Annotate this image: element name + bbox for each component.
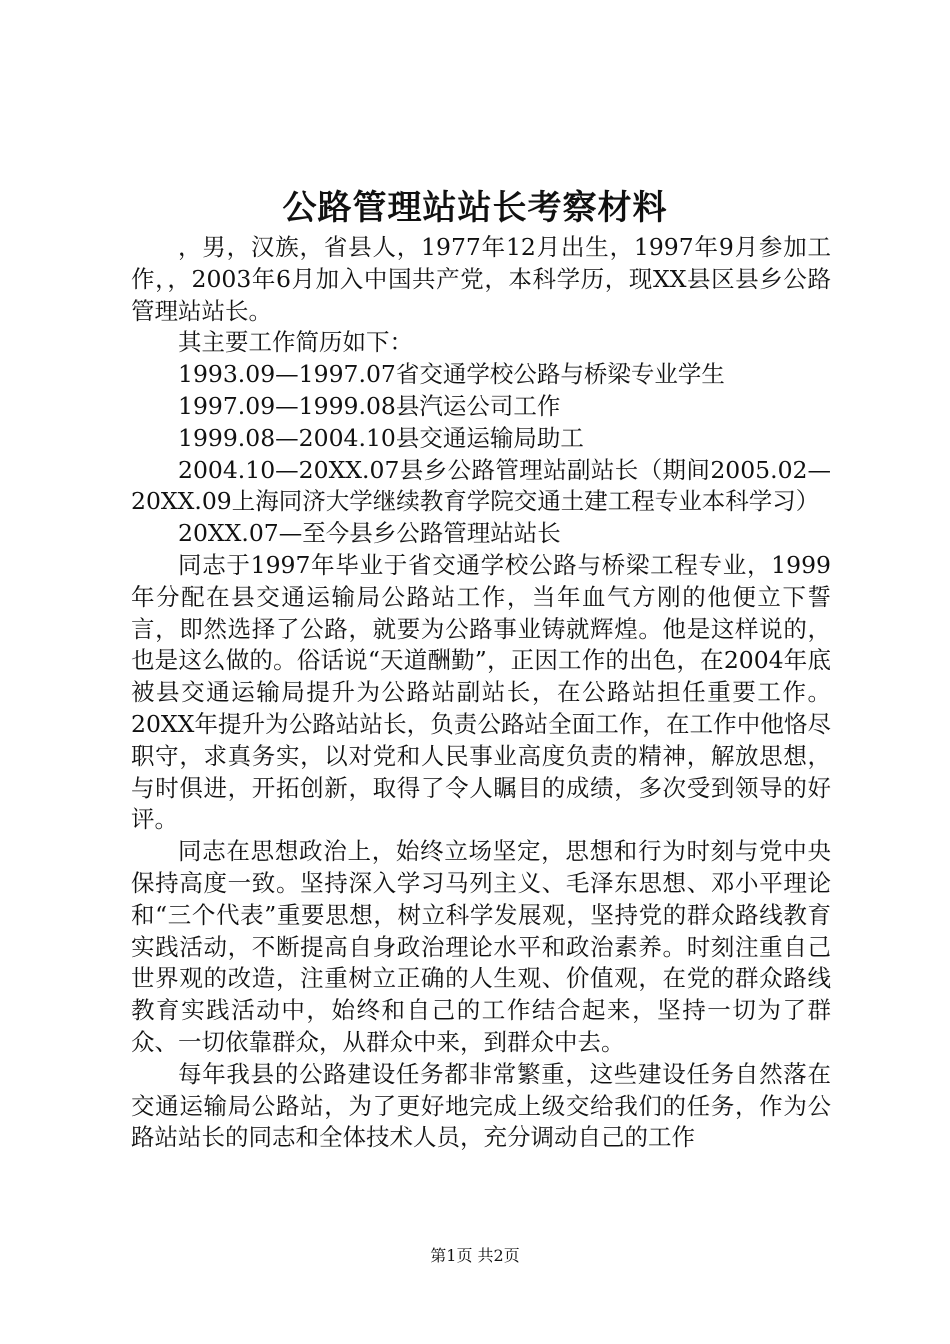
resume-entry: 1997.09—1999.08县汽运公司工作 [178,391,561,420]
paragraph-political: 同志在思想政治上，始终立场坚定，思想和行为时刻与党中央保持高度一致。坚持深入学习马列主义、毛泽东思想、邓小平理论和“三个代表”重要思想，树立科学发展观，坚持党的群众路线教育实践活动，不断提高自身政治理论水平和政治素养。时刻注重自己世界观的改造，注重树立正确的人生观、价值观，在党的群众路线教育实践活动中，始终和自己的工作结合起来，坚持一切为了群众、一切依靠群众，从群众中来，到群众中去。 [131,837,831,1056]
paragraph-career: 同志于1997年毕业于省交通学校公路与桥梁工程专业，1999年分配在县交通运输局公路站工作，当年血气方刚的他便立下誓言，即然选择了公路，就要为公路事业铸就辉煌。他是这样说的，也是这么做的。俗话说“天道酬勤”，正因工作的出色，在2004年底被县交通运输局提升为公路站副站长，在公路站担任重要工作。20XX年提升为公路站站长，负责公路站全面工作，在工作中他恪尽职守，求真务实，以对党和人民事业高度负责的精神，解放思想，与时俱进，开拓创新，取得了令人瞩目的成绩，多次受到领导的好评。 [131,550,831,834]
resume-entry: 1999.08—2004.10县交通运输局助工 [178,423,584,452]
page-footer: 第1页 共2页 [430,1246,520,1265]
paragraph-resume-heading: 其主要工作简历如下： [178,328,413,357]
resume-entry: 2004.10—20XX.07县乡公路管理站副站长（期间2005.02—20XX.09上海同济大学继续教育学院交通土建工程专业本科学习） [131,455,831,516]
document-body [131,232,831,1154]
paragraph-construction: 每年我县的公路建设任务都非常繁重，这些建设任务自然落在交通运输局公路站，为了更好地完成上级交给我们的任务，作为公路站站长的同志和全体技术人员，充分调动自己的工作 [131,1059,831,1152]
resume-entry: 1993.09—1997.07省交通学校公路与桥梁专业学生 [178,360,725,389]
document-title: 公路管理站站长考察材料 [282,188,668,228]
resume-entry: 20XX.07—至今县乡公路管理站站长 [178,519,561,548]
paragraph-intro: ，男，汉族，省县人，1977年12月出生，1997年9月参加工作，，2003年6月加入中国共产党，本科学历，现XX县区县乡公路管理站站长。 [131,233,831,325]
